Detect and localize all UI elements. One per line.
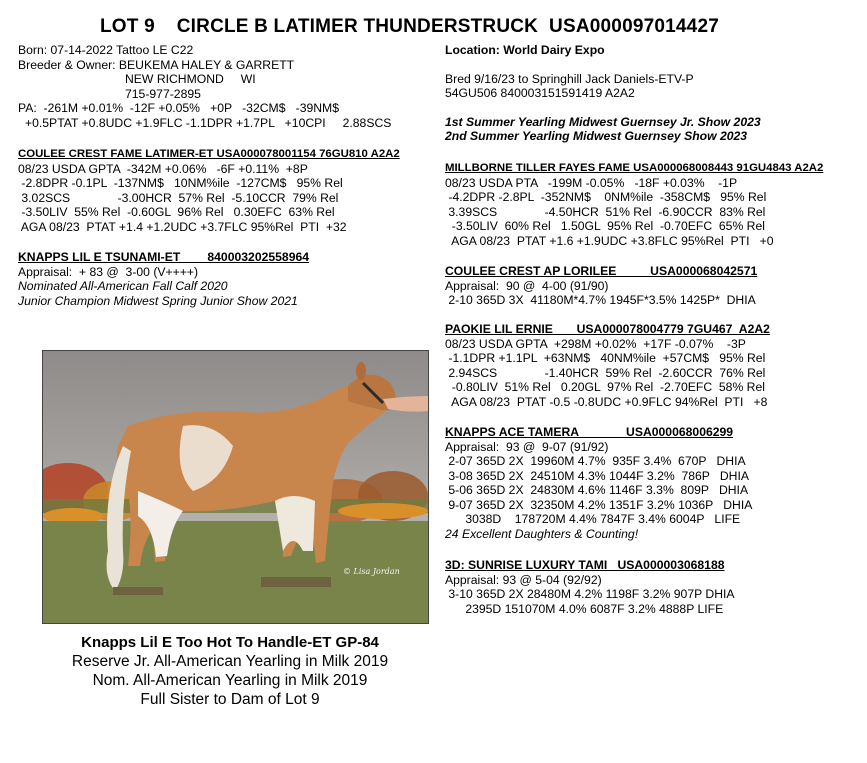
page-title: LOT 9 CIRCLE B LATIMER THUNDERSTRUCK USA000097014427 bbox=[100, 16, 719, 37]
mgs-line: -3.50LIV 60% Rel 1.50GL 95% Rel -0.70EFC 65% Rel bbox=[445, 219, 765, 233]
third-dam-line: 2395D 151070M 4.0% 6087F 3.2% 4888P LIFE bbox=[445, 601, 724, 616]
great-granddam-block bbox=[445, 425, 863, 541]
granddam-block bbox=[445, 264, 863, 308]
pa-line-2: +0.5PTAT +0.8UDC +1.9FLC -1.1DPR +1.7PL +10CPI 2.88SCS bbox=[25, 115, 392, 130]
third-dam-line: 3-10 365D 2X 28480M 4.2% 1198F 3.2% 907P DHIA bbox=[445, 587, 735, 601]
granddam-line: 2-10 365D 3X 41180M*4.7% 1945F*3.5% 1425P* DHIA bbox=[445, 293, 756, 307]
cow-photo bbox=[42, 350, 429, 624]
great-granddam-line: 3038D 178720M 4.4% 7847F 3.4% 6004P LIFE bbox=[445, 512, 741, 526]
great-granddam-note: 24 Excellent Daughters & Counting! bbox=[445, 526, 639, 541]
caption-line: Reserve Jr. All-American Yearling in Milk 2019 bbox=[71, 653, 389, 670]
breeder-phone: 715-977-2895 bbox=[125, 86, 201, 101]
great-granddam-line: 5-06 365D 2X 24830M 4.6% 1146F 3.3% 809P DHIA bbox=[445, 483, 749, 497]
third-dam-line: Appraisal: 93 @ 5-04 (92/92) bbox=[445, 572, 602, 587]
dam-block bbox=[18, 250, 443, 308]
dam-heading: KNAPPS LIL E TSUNAMI-ET 840003202558964 bbox=[18, 250, 310, 264]
great-granddam-heading: KNAPPS ACE TAMERA USA000068006299 bbox=[445, 425, 734, 439]
photo-caption bbox=[10, 633, 450, 709]
award-line: 1st Summer Yearling Midwest Guernsey Jr. Show 2023 bbox=[445, 114, 761, 129]
mgs-line: 08/23 USDA PTA -199M -0.05% -18F +0.03% -1P bbox=[445, 175, 738, 190]
award-line: 2nd Summer Yearling Midwest Guernsey Show 2023 bbox=[445, 129, 748, 143]
mgs-block bbox=[445, 161, 863, 248]
sale-info bbox=[445, 43, 860, 144]
granddam-heading: COULEE CREST AP LORILEE USA000068042571 bbox=[445, 264, 758, 278]
great-granddam-line: 2-07 365D 2X 19960M 4.7% 935F 3.4% 670P DHIA bbox=[445, 454, 746, 468]
third-dam-block bbox=[445, 558, 863, 616]
bred-line: Bred 9/16/23 to Springhill Jack Daniels-ETV-P bbox=[445, 71, 694, 86]
sire-line: AGA 08/23 PTAT +1.4 +1.2UDC +3.7FLC 95%Rel PTI +32 bbox=[18, 219, 347, 234]
sire-line: -3.50LIV 55% Rel -0.60GL 96% Rel 0.30EFC 63% Rel bbox=[18, 205, 335, 219]
breeder-line: Breeder & Owner: BEUKEMA HALEY & GARRETT bbox=[18, 57, 295, 72]
mggs-line: -1.1DPR +1.1PL +63NM$ 40NM%ile +57CM$ 95% Rel bbox=[445, 351, 766, 365]
dam-appraisal: Appraisal: + 83 @ 3-00 (V++++) bbox=[18, 264, 199, 279]
animal-info bbox=[18, 43, 438, 130]
sire-line: 08/23 USDA GPTA -342M +0.06% -6F +0.11% +8P bbox=[18, 161, 308, 176]
mggs-block bbox=[445, 322, 863, 409]
born-line: Born: 07-14-2022 Tattoo LE C22 bbox=[18, 43, 194, 57]
sire-line: 3.02SCS -3.00HCR 57% Rel -5.10CCR 79% Rel bbox=[18, 190, 339, 205]
caption-line: Nom. All-American Yearling in Milk 2019 bbox=[92, 672, 368, 689]
sire-line: -2.8DPR -0.1PL -137NM$ 10NM%ile -127CM$ 95% Rel bbox=[18, 176, 343, 190]
location-line: Location: World Dairy Expo bbox=[445, 43, 605, 57]
sire-heading: COULEE CREST FAME LATIMER-ET USA000078001154 76GU810 A2A2 bbox=[18, 148, 400, 160]
mggs-line: 08/23 USDA GPTA +298M +0.02% +17F -0.07% -3P bbox=[445, 336, 746, 351]
caption-title: Knapps Lil E Too Hot To Handle-ET GP-84 bbox=[81, 634, 379, 651]
mggs-line: 2.94SCS -1.40HCR 59% Rel -2.60CCR 76% Rel bbox=[445, 365, 766, 380]
mgs-heading: MILLBORNE TILLER FAYES FAME USA000068008443 91GU4843 A2A2 bbox=[445, 162, 824, 174]
mgs-line: 3.39SCS -4.50HCR 51% Rel -6.90CCR 83% Rel bbox=[445, 204, 766, 219]
mggs-heading: PAOKIE LIL ERNIE USA000078004779 7GU467 A2A2 bbox=[445, 322, 770, 336]
third-dam-heading: 3D: SUNRISE LUXURY TAMI USA000003068188 bbox=[445, 558, 725, 572]
dam-note: Nominated All-American Fall Calf 2020 bbox=[18, 279, 228, 293]
mgs-line: -4.2DPR -2.8PL -352NM$ 0NM%ile -358CM$ 95% Rel bbox=[445, 190, 767, 204]
great-granddam-line: 9-07 365D 2X 32350M 4.2% 1351F 3.2% 1036P DHIA bbox=[445, 497, 753, 512]
mggs-line: AGA 08/23 PTAT -0.5 -0.8UDC +0.9FLC 94%Rel PTI +8 bbox=[445, 394, 768, 409]
great-granddam-line: Appraisal: 93 @ 9-07 (91/92) bbox=[445, 439, 609, 454]
granddam-line: Appraisal: 90 @ 4-00 (91/90) bbox=[445, 278, 609, 293]
mgs-line: AGA 08/23 PTAT +1.6 +1.9UDC +3.8FLC 95%Rel PTI +0 bbox=[445, 233, 774, 248]
cow-photo-image bbox=[43, 351, 428, 623]
pa-line-1: PA: -261M +0.01% -12F +0.05% +0P -32CM$ -39NM$ bbox=[18, 101, 339, 115]
breeder-city: NEW RICHMOND WI bbox=[125, 72, 256, 86]
bred-line-2: 54GU506 840003151591419 A2A2 bbox=[445, 86, 635, 100]
sire-block bbox=[18, 147, 443, 234]
caption-line: Full Sister to Dam of Lot 9 bbox=[140, 691, 320, 708]
dam-note: Junior Champion Midwest Spring Junior Show 2021 bbox=[18, 293, 298, 308]
mggs-line: -0.80LIV 51% Rel 0.20GL 97% Rel -2.70EFC 58% Rel bbox=[445, 380, 765, 394]
photo-watermark: © Lisa Jordan bbox=[343, 567, 400, 576]
great-granddam-line: 3-08 365D 2X 24510M 4.3% 1044F 3.2% 786P DHIA bbox=[445, 468, 749, 483]
